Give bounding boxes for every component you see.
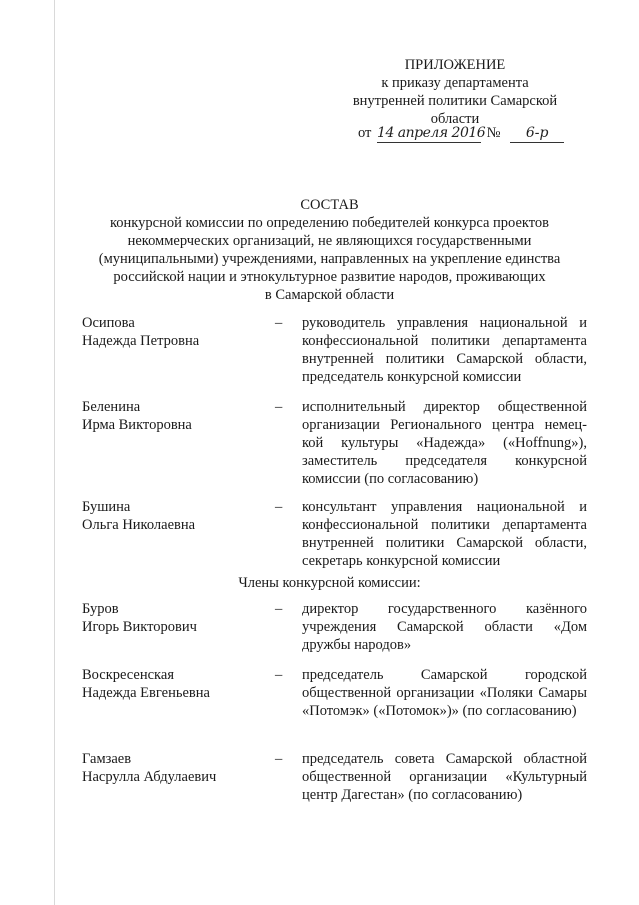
member-given-name: Игорь Викторович — [82, 619, 197, 635]
member-given-name: Надежда Евгеньевна — [82, 685, 210, 701]
order-date-number — [358, 124, 564, 143]
member-given-name: Надежда Петровна — [82, 333, 200, 349]
heading-line: конкурсной комиссии по определению победителей конкурса проектов — [109, 215, 550, 231]
dash: – — [275, 399, 283, 415]
member-name — [82, 666, 272, 702]
member-name — [82, 600, 272, 636]
member-name — [82, 498, 272, 534]
dash: – — [275, 315, 283, 331]
member-surname: Беленина — [82, 399, 141, 415]
member-surname: Бушина — [82, 499, 131, 515]
member-surname: Буров — [82, 601, 119, 617]
member-surname: Осипова — [82, 315, 135, 331]
handwritten-number: 6-р — [510, 124, 564, 143]
dash: – — [275, 601, 283, 617]
heading-title: СОСТАВ — [300, 197, 359, 213]
member-surname: Воскресенская — [82, 667, 174, 683]
member-role: директор государственного казённого учреждения Самарской области «Дом дружбы народов» — [302, 601, 587, 653]
member-given-name: Ирма Викторовна — [82, 417, 192, 433]
heading-line: российской нации и этнокультурное развитие народов, проживающих — [113, 269, 546, 285]
appendix-line: к приказу департамента — [381, 75, 529, 91]
dash: – — [275, 667, 283, 683]
document-heading — [60, 196, 599, 304]
heading-line: в Самарской области — [264, 287, 395, 303]
dash: – — [275, 751, 283, 767]
member-name — [82, 398, 272, 434]
member-role: исполнительный директор общественной организации Регионального центра немец-кой культуры «Надежда» («Hoffnung»), заместитель председателя конкурсной комиссии (по согласованию) — [302, 399, 587, 487]
date-prefix: от — [358, 125, 372, 141]
heading-line: (муниципальными) учреждениями, направленных на укрепление единства — [98, 251, 561, 267]
number-prefix: № — [486, 125, 501, 141]
member-role: консультант управления национальной и конфессиональной политики департамента внутренней политики Самарской области, секретарь конкурсной комиссии — [302, 499, 587, 569]
member-given-name: Насрулла Абдулаевич — [82, 769, 217, 785]
handwritten-date: 14 апреля 2016 — [377, 125, 486, 141]
heading-line: некоммерческих организаций, не являющихся государственными — [127, 233, 532, 249]
member-role: руководитель управления национальной и конфессиональной политики департамента внутренней политики Самарской области, председатель конкурсной комиссии — [302, 315, 587, 385]
dash: – — [275, 499, 283, 515]
member-role: председатель Самарской городской общественной организации «Поляки Самары «Потомэк» («Потомок»)» (по согласованию) — [302, 667, 587, 719]
member-name — [82, 314, 272, 350]
members-section-label: Члены конкурсной комиссии: — [238, 575, 421, 591]
appendix-line: внутренней политики Самарской — [352, 93, 558, 109]
appendix-line: области — [430, 111, 480, 127]
appendix-title: ПРИЛОЖЕНИЕ к приказу департамента внутренней политики Самарской области — [330, 56, 580, 128]
member-role: председатель совета Самарской областной общественной организации «Культурный центр Дагестан» (по согласованию) — [302, 751, 587, 803]
scan-page-edge — [54, 0, 55, 905]
member-name — [82, 750, 272, 786]
member-given-name: Ольга Николаевна — [82, 517, 196, 533]
member-surname: Гамзаев — [82, 751, 132, 767]
